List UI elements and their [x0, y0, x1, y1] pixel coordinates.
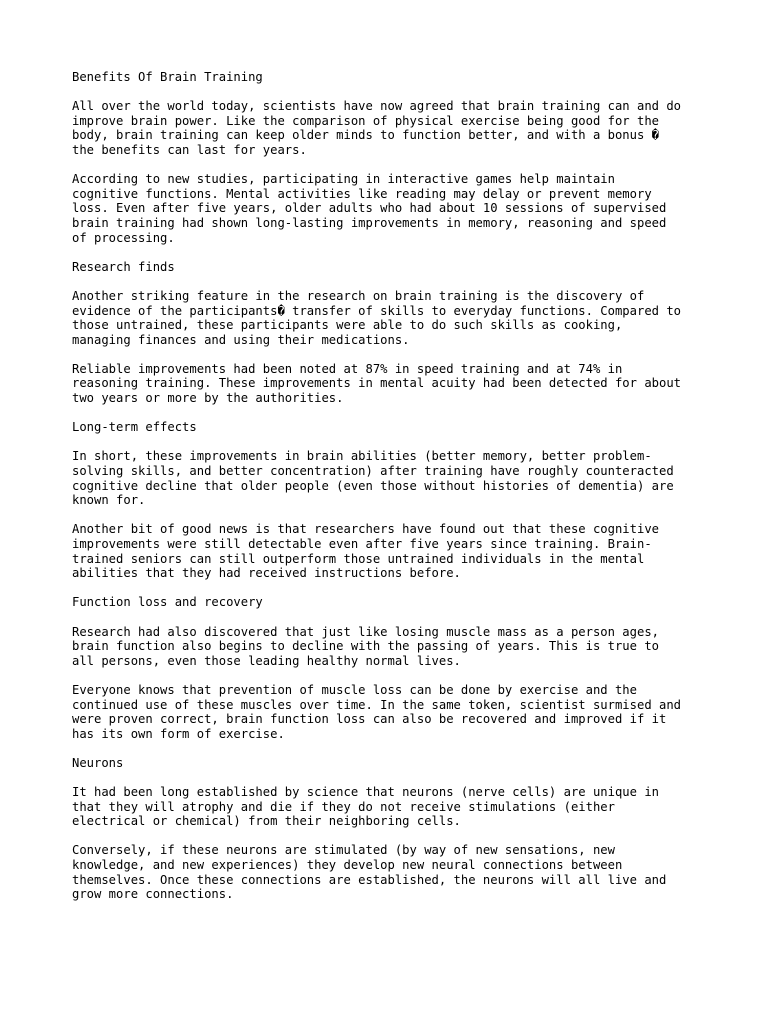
section-heading: Neurons [72, 755, 124, 770]
paragraph: According to new studies, participating in interactive games help maintain cognitive functions. Mental activities like reading may delay or prevent memory loss. Even after five years, older adults who had about 10 sessions of supervised brain training had shown long-lasting improvements in memory, reasoning and speed of processing. [72, 172, 667, 245]
paragraph: Another bit of good news is that researchers have found out that these cognitive improvements were still detectable even after five years since training. Brain- trained seniors can still outperform those untrained individuals in the mental abilities that they had received instructions before. [72, 522, 659, 581]
section-long-term-effects [72, 420, 708, 581]
paragraph: Reliable improvements had been noted at 87% in speed training and at 74% in reasoning training. These improvements in mental acuity had been detected for about two years or more by the authorities. [72, 361, 682, 406]
document-page [72, 70, 708, 916]
section-neurons [72, 756, 708, 902]
paragraph: In short, these improvements in brain abilities (better memory, better problem- solving skills, and better concentration) after training have roughly counteracted cognitive decline that older people (even those without histories of dementia) are known for. [72, 449, 674, 508]
section-research-finds [72, 260, 708, 406]
paragraph: All over the world today, scientists have now agreed that brain training can and do improve brain power. Like the comparison of physical exercise being good for the body, brain training can keep older minds to function better, and with a bonus � the benefits can last for years. [72, 99, 682, 157]
section-function-loss [72, 595, 708, 741]
paragraph: Everyone knows that prevention of muscle loss can be done by exercise and the continued use of these muscles over time. In the same token, scientist surmised and were proven correct, brain function loss can also be recovered and improved if it has its own form of exercise. [72, 682, 682, 741]
section-heading: Research finds [72, 259, 175, 274]
paragraph: It had been long established by science that neurons (nerve cells) are unique in that they will atrophy and die if they do not receive stimulations (either electrical or chemical) from their neighboring cells. [72, 785, 659, 829]
section-intro [72, 99, 708, 245]
section-heading: Function loss and recovery [72, 595, 263, 610]
paragraph: Research had also discovered that just like losing muscle mass as a person ages, brain function also begins to decline with the passing of years. This is true to all persons, even those leading healthy normal lives. [72, 624, 659, 668]
paragraph: Conversely, if these neurons are stimulated (by way of new sensations, new knowledge, and new experiences) they develop new neural connections between themselves. Once these connections are established, the neurons will all live and grow more connections. [72, 843, 667, 902]
document-title: Benefits Of Brain Training [72, 70, 263, 84]
paragraph: Another striking feature in the research on brain training is the discovery of evidence of the participants� transfer of skills to everyday functions. Compared to those untrained, these participants were able to do such skills as cooking, managing finances and using their medications. [72, 288, 682, 347]
section-heading: Long-term effects [72, 420, 197, 435]
